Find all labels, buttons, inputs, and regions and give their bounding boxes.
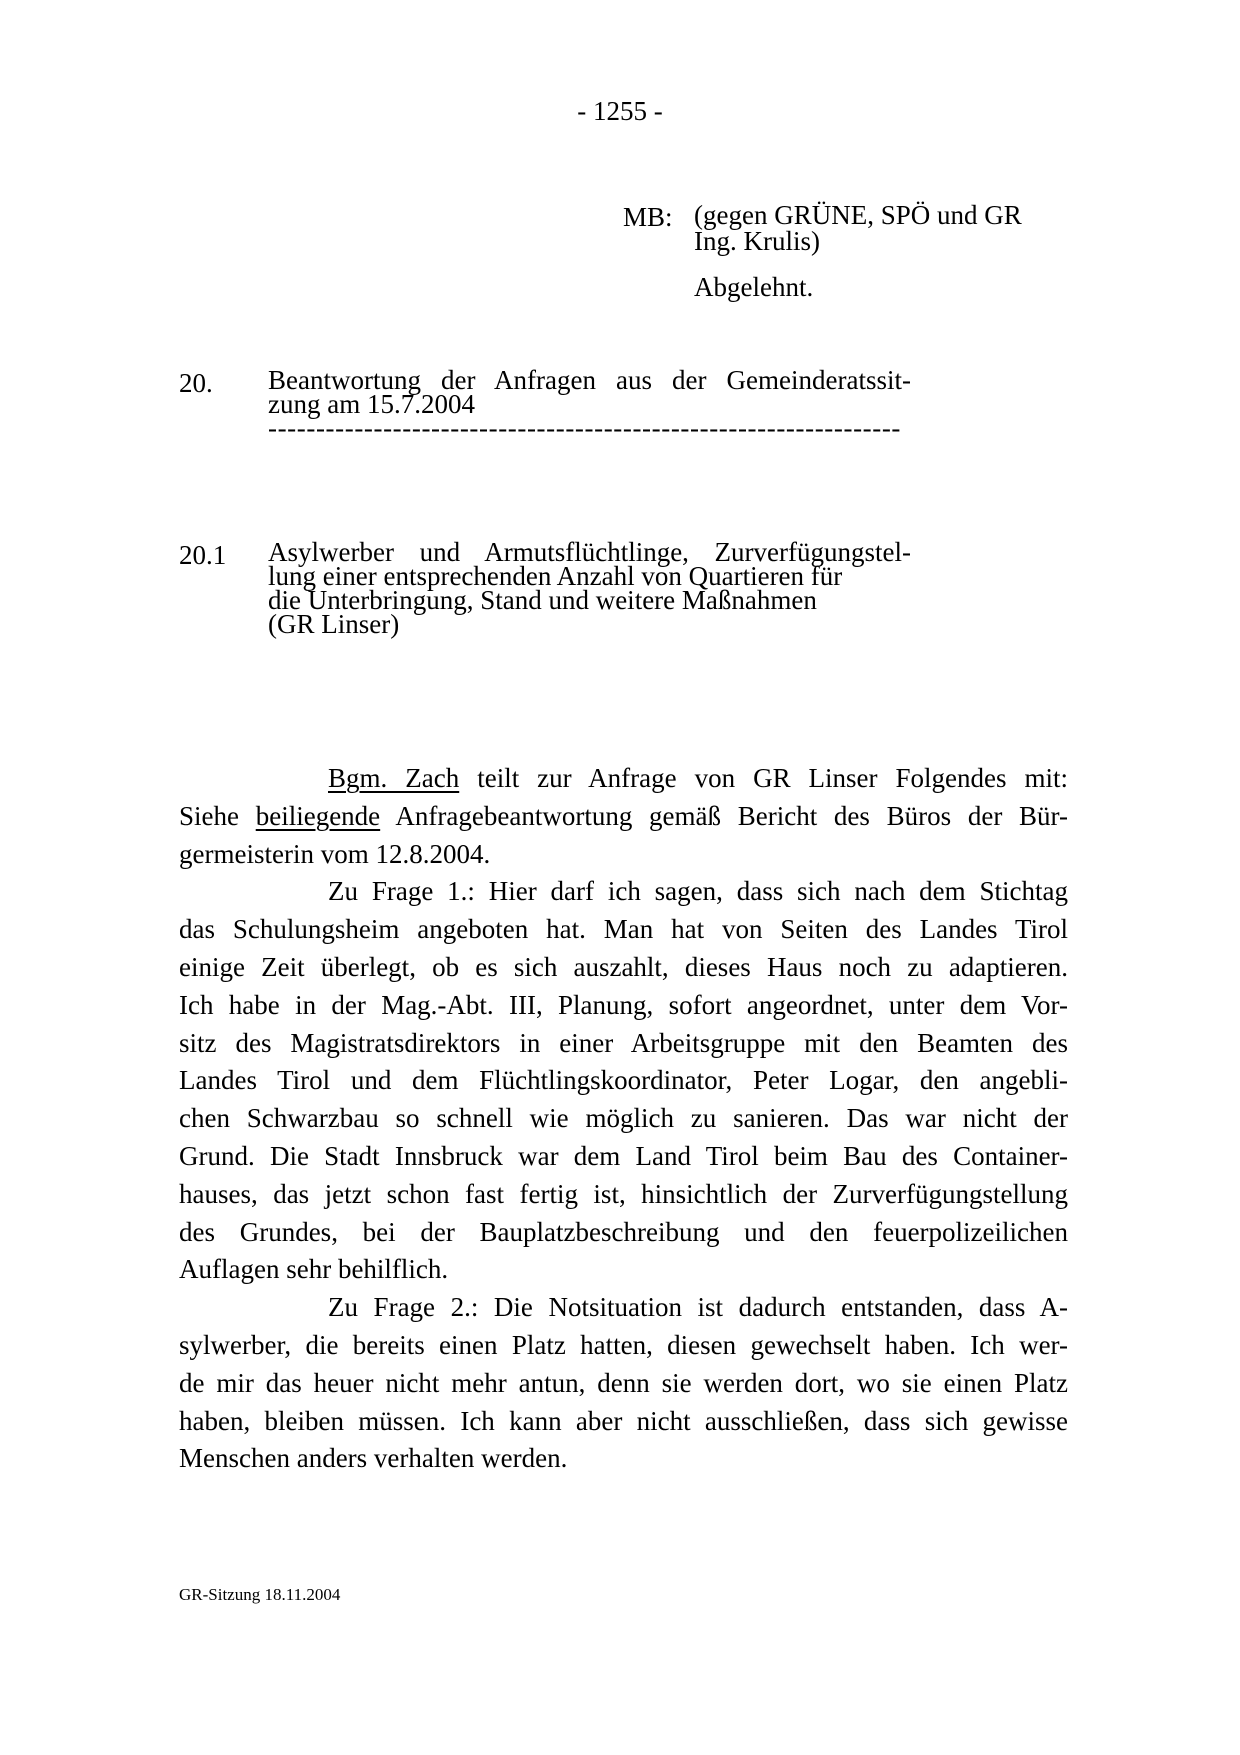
- agenda-item-title: [268, 365, 911, 443]
- agenda-item-number: 20.: [179, 368, 213, 398]
- attachment-reference: beiliegende: [255, 800, 381, 831]
- body-text-fragment: Siehe: [179, 800, 239, 831]
- agenda-item-title-line: lung einer entsprechenden Anzahl von Quartieren für: [268, 561, 843, 591]
- vote-result: Abgelehnt.: [694, 272, 814, 302]
- intro-text: teilt zur Anfrage von GR Linser Folgendes mit:: [477, 763, 1068, 793]
- agenda-item-title-line: (GR Linser): [268, 609, 400, 639]
- agenda-item-title-line: die Unterbringung, Stand und weitere Maßnahmen: [268, 585, 817, 615]
- question-1-line: das Schulungsheim angeboten hat. Man hat von Seiten des Landes Tirol: [179, 914, 1068, 945]
- question-2-line: Menschen anders verhalten werden.: [179, 1443, 568, 1474]
- question-1-line: Landes Tirol und dem Flüchtlingskoordinator, Peter Logar, den angebli-: [179, 1065, 1068, 1096]
- question-2-line: haben, bleiben müssen. Ich kann aber nicht ausschließen, dass sich gewisse: [179, 1405, 1068, 1436]
- agenda-item-title: [268, 537, 911, 639]
- question-2-line: Zu Frage 2.: Die Notsituation ist dadurch entstanden, dass A-: [328, 1292, 1068, 1323]
- footer-session-date: GR-Sitzung 18.11.2004: [179, 1585, 341, 1604]
- separator-rule: ------------------------------------------------------------------: [268, 413, 902, 443]
- question-1-line: chen Schwarzbau so schnell wie möglich zu sanieren. Das war nicht der: [179, 1103, 1068, 1134]
- question-1-line: Ich habe in der Mag.-Abt. III, Planung, sofort angeordnet, unter dem Vor-: [179, 989, 1068, 1020]
- vote-parties-line: (gegen GRÜNE, SPÖ und GR: [694, 200, 1022, 230]
- agenda-item-title-line: zung am 15.7.2004: [268, 389, 475, 419]
- vote-parties: [694, 202, 1094, 254]
- agenda-item-title-line: Asylwerber und Armutsflüchtlinge, Zurverfügungstel-: [268, 537, 911, 567]
- question-1-line: hauses, das jetzt schon fast fertig ist, hinsichtlich der Zurverfügungstellung: [179, 1178, 1068, 1209]
- page-number: - 1255 -: [577, 96, 663, 126]
- question-1-line: Auflagen sehr behilflich.: [179, 1254, 449, 1285]
- body-line: [179, 760, 1068, 798]
- vote-parties-line: Ing. Krulis): [694, 226, 820, 256]
- agenda-item-number: 20.1: [179, 540, 227, 570]
- question-2-line: sylwerber, die bereits einen Platz hatten, diesen gewechselt haben. Ich wer-: [179, 1329, 1068, 1360]
- agenda-item-title-line: Beantwortung der Anfragen aus der Gemeinderatssit-: [268, 365, 911, 395]
- question-2-line: de mir das heuer nicht mehr antun, denn sie werden dort, wo sie einen Platz: [179, 1367, 1068, 1398]
- question-1-line: Grund. Die Stadt Innsbruck war dem Land Tirol beim Bau des Container-: [179, 1140, 1068, 1171]
- question-1-line: einige Zeit überlegt, ob es sich auszahlt, dieses Haus noch zu adaptieren.: [179, 951, 1068, 982]
- body-line: [179, 798, 1068, 836]
- vote-label: MB:: [623, 202, 673, 232]
- question-1-line: sitz des Magistratsdirektors in einer Arbeitsgruppe mit den Beamten des: [179, 1027, 1068, 1058]
- speaker-name: Bgm. Zach: [328, 763, 460, 793]
- body-text-fragment: Anfragebeantwortung gemäß Bericht des Büros der Bür-: [395, 800, 1068, 831]
- question-1-line: des Grundes, bei der Bauplatzbeschreibung und den feuerpolizeilichen: [179, 1216, 1068, 1247]
- body-line: germeisterin vom 12.8.2004.: [179, 838, 491, 869]
- answer-body: [179, 760, 1068, 1478]
- question-1-line: Zu Frage 1.: Hier darf ich sagen, dass sich nach dem Stichtag: [328, 876, 1068, 907]
